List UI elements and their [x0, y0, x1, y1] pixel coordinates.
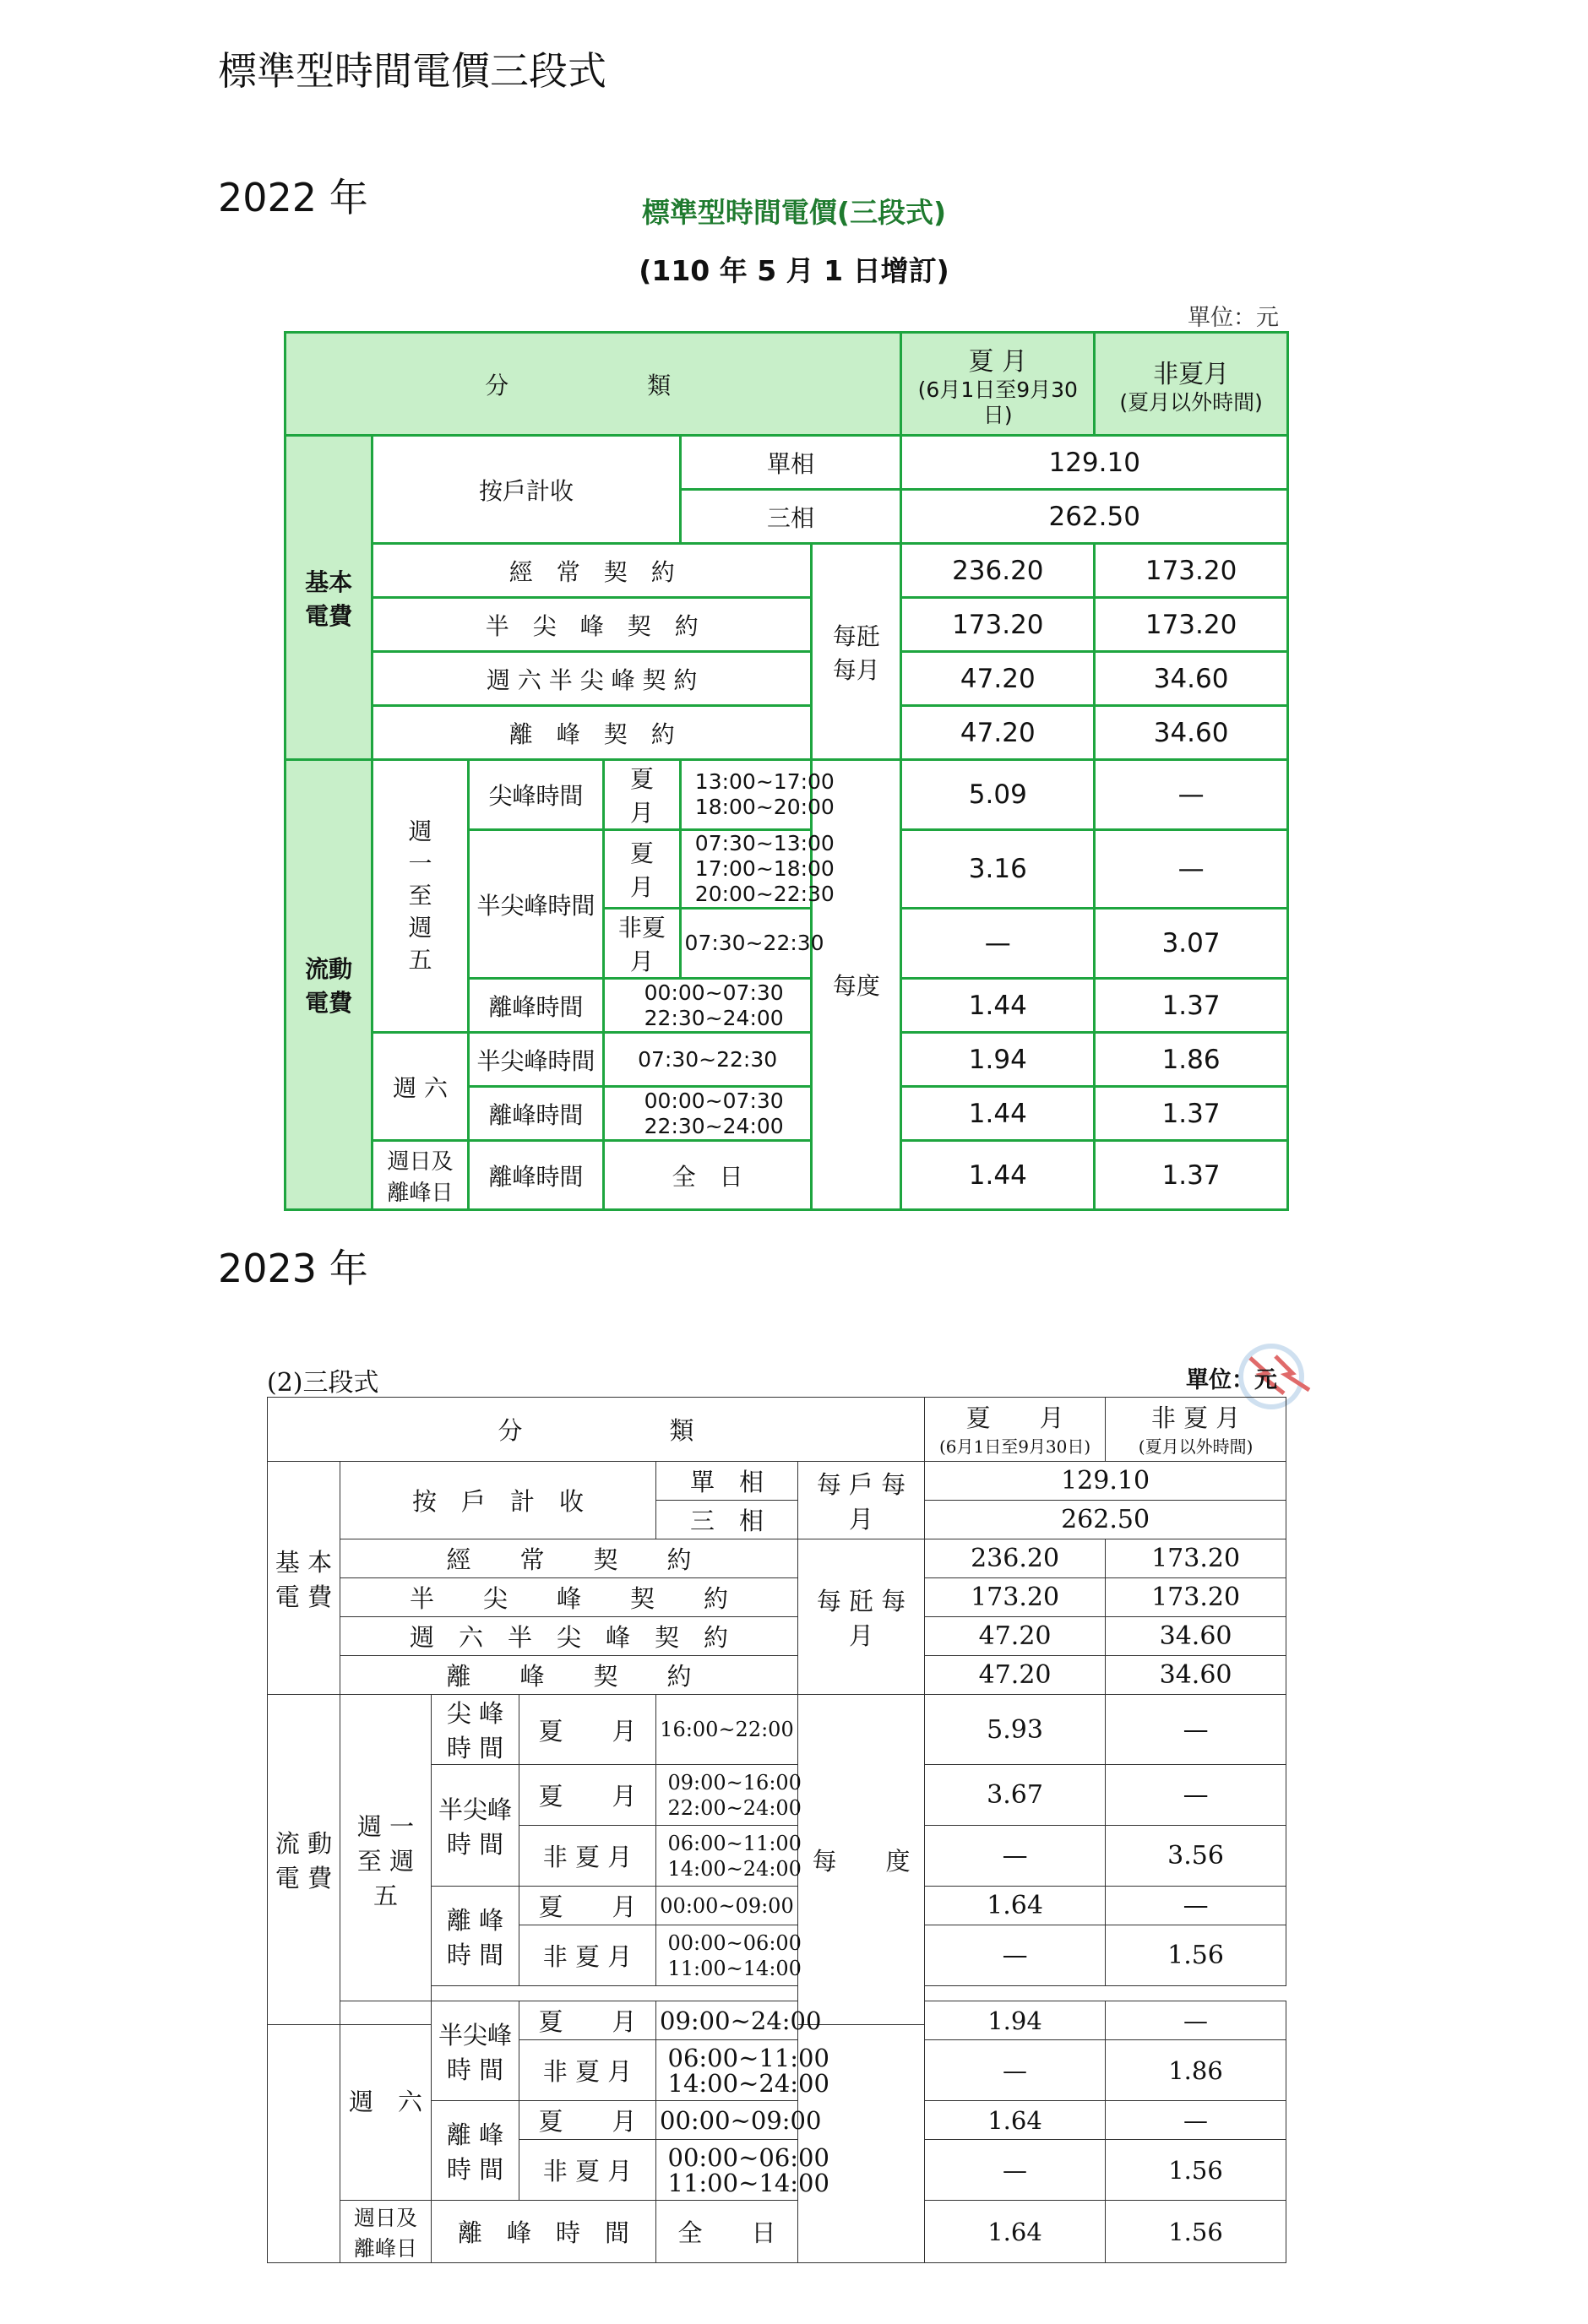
wd-semi-summer-b-2023: —	[925, 1826, 1106, 1887]
regular-summer-2023: 236.20	[925, 1539, 1106, 1578]
sat-semi-summer: 47.20	[901, 652, 1095, 706]
three-phase-label-2023: 三 相	[656, 1501, 798, 1539]
single-phase-value: 129.10	[901, 436, 1288, 490]
wd-off-summer-label-2023: 夏 月	[519, 1887, 656, 1925]
semi-summer-label: 夏 月	[604, 830, 680, 909]
sat-semi-summer-dash-2023: —	[925, 2040, 1106, 2101]
weekday-label: 週 一 至 週 五	[373, 760, 468, 1033]
three-phase-value: 262.50	[901, 490, 1288, 544]
sun-nonsummer-fee: 1.37	[1095, 1141, 1288, 1210]
sat-off-summer-fee: 1.44	[901, 1087, 1095, 1141]
sunday-label-2023: 週日及離峰日	[340, 2201, 432, 2263]
wd-semi-non-2023: 3.56	[1106, 1826, 1286, 1887]
semi-peak-contract-2023: 半 尖 峰 契 約	[340, 1578, 798, 1617]
sat-semi-nonsummer-2023: 34.60	[1106, 1617, 1286, 1656]
wd-off-summer-b-2023: —	[925, 1925, 1106, 1986]
sat-semi-time-label: 半尖峰時間	[468, 1033, 604, 1087]
sat-off-time-label: 離峰時間	[468, 1087, 604, 1141]
saturday-label-2023: 週 六	[340, 2001, 432, 2201]
sat-semi-summer-fee-2023: 1.94	[925, 2001, 1106, 2040]
sat-semi-hours: 07:30~22:30	[604, 1033, 812, 1087]
tariff-table-2022	[284, 331, 1289, 1211]
off-peak-summer: 47.20	[901, 706, 1095, 760]
table-2023-unit: 單位：元	[1186, 1367, 1277, 1393]
wd-semi-time-2023: 半尖峰 時 間	[432, 1765, 519, 1887]
per-house-month-2023: 每 戶 每 月	[798, 1462, 925, 1539]
wd-off-non-hours-2023: 00:00~06:00 11:00~14:00	[656, 1925, 798, 1986]
three-phase-value-2023: 262.50	[925, 1501, 1286, 1539]
wd-semi-nonsummer: —	[1095, 830, 1288, 909]
sat-semi-nonsummer: 34.60	[1095, 652, 1288, 706]
sat-off-summer-hours-2023: 00:00~09:00	[656, 2101, 798, 2140]
table-2022-title: 標準型時間電價(三段式)	[641, 196, 947, 229]
wd-peak-nonsummer: —	[1095, 760, 1288, 830]
wd-semi-summer-2: —	[901, 909, 1095, 979]
header-summer-2023: 夏 月 (6月1日至9月30日)	[925, 1398, 1106, 1462]
sat-semi-summer-fee: 1.94	[901, 1033, 1095, 1087]
single-phase-label: 單相	[680, 436, 901, 490]
basic-fee-label: 基本電費	[286, 436, 373, 760]
basic-fee-label-2023: 基 本 電 費	[268, 1462, 340, 1695]
sat-semi-summer-hours-2023: 09:00~24:00	[656, 2001, 798, 2040]
wd-peak-nonsummer-2023: —	[1106, 1695, 1286, 1765]
header-category-2023: 分 類	[268, 1398, 925, 1462]
wd-off-non-2023: 1.56	[1106, 1925, 1286, 1986]
saturday-label: 週 六	[373, 1033, 468, 1141]
sat-off-non-label-2023: 非 夏 月	[519, 2140, 656, 2201]
sat-off-summer-fee-2023: 1.64	[925, 2101, 1106, 2140]
semi-peak-nonsummer: 173.20	[1095, 598, 1288, 652]
wd-semi-summer-hours-2023: 09:00~16:00 22:00~24:00	[656, 1765, 798, 1826]
wd-off-time-2023: 離 峰 時 間	[432, 1887, 519, 1986]
sun-all-day-2023: 全 日	[656, 2201, 798, 2263]
semi-time-label: 半尖峰時間	[468, 830, 604, 979]
flow-fee-label: 流動電費	[286, 760, 373, 1210]
table-2023-caption: (2)三段式	[267, 1368, 379, 1398]
semi-peak-summer: 173.20	[901, 598, 1095, 652]
wd-semi-summer: 3.16	[901, 830, 1095, 909]
sun-summer-fee: 1.44	[901, 1141, 1095, 1210]
wd-semi-summer-2023: 3.67	[925, 1765, 1106, 1826]
per-kw-month-label: 每瓩每月	[812, 544, 901, 760]
tariff-table-2023-lower	[267, 2001, 1286, 2263]
sat-semi-contract-2023: 週 六 半 尖 峰 契 約	[340, 1617, 798, 1656]
sun-off-time-label: 離峰時間	[468, 1141, 604, 1210]
wd-off-nonsummer-2023: —	[1106, 1887, 1286, 1925]
wd-off-summer-hours-2023: 00:00~09:00	[656, 1887, 798, 1925]
semi-nonsummer-hours: 07:30~22:30	[680, 909, 812, 979]
header-nonsummer-2023: 非 夏 月 (夏月以外時間)	[1106, 1398, 1286, 1462]
off-time-label: 離峰時間	[468, 979, 604, 1033]
wd-peak-summer: 5.09	[901, 760, 1095, 830]
page-heading: 標準型時間電價三段式	[218, 48, 606, 94]
wd-off-non-label-2023: 非 夏 月	[519, 1925, 656, 1986]
regular-contract-2023: 經 常 契 約	[340, 1539, 798, 1578]
wd-semi-nonsummer-2: 3.07	[1095, 909, 1288, 979]
sat-off-non-hours-2023: 00:00~06:00 11:00~14:00	[656, 2140, 798, 2201]
wd-off-nonsummer: 1.37	[1095, 979, 1288, 1033]
header-nonsummer: 非夏月 (夏月以外時間)	[1095, 333, 1288, 436]
sat-off-hours: 00:00~07:30 22:30~24:00	[604, 1087, 812, 1141]
regular-nonsummer-2023: 173.20	[1106, 1539, 1286, 1578]
sat-off-time-2023: 離 峰 時 間	[432, 2101, 519, 2201]
per-kw-month-2023: 每 瓩 每 月	[798, 1539, 925, 1695]
off-peak-summer-2023: 47.20	[925, 1656, 1106, 1695]
peak-summer-label: 夏 月	[604, 760, 680, 830]
sat-semi-contract-label: 週 六 半 尖 峰 契 約	[373, 652, 812, 706]
off-peak-contract-label: 離 峰 契 約	[373, 706, 812, 760]
sat-off-non-fee-2023: 1.56	[1106, 2140, 1286, 2201]
wd-semi-summer-label-2023: 夏 月	[519, 1765, 656, 1826]
sun-nonsummer-fee-2023: 1.56	[1106, 2201, 1286, 2263]
wd-peak-summer-2023: 5.93	[925, 1695, 1106, 1765]
wd-off-summer: 1.44	[901, 979, 1095, 1033]
per-kwh-label: 每度	[812, 760, 901, 1210]
regular-nonsummer: 173.20	[1095, 544, 1288, 598]
off-peak-nonsummer-2023: 34.60	[1106, 1656, 1286, 1695]
weekday-label-2023: 週 一 至 週 五	[340, 1695, 432, 2025]
single-phase-label-2023: 單 相	[656, 1462, 798, 1501]
flow-fee-continuation	[268, 2001, 340, 2263]
year-2022-label: 2022 年	[218, 175, 368, 220]
peak-time-label: 尖峰時間	[468, 760, 604, 830]
sat-semi-non-label-2023: 非 夏 月	[519, 2040, 656, 2101]
year-2023-label: 2023 年	[218, 1246, 368, 1291]
regular-summer: 236.20	[901, 544, 1095, 598]
sat-semi-nonsummer-fee: 1.86	[1095, 1033, 1288, 1087]
sat-off-nonsummer-dash-2023: —	[1106, 2101, 1286, 2140]
three-phase-label: 三相	[680, 490, 901, 544]
off-hours: 00:00~07:30 22:30~24:00	[604, 979, 812, 1033]
peak-hours: 13:00~17:00 18:00~20:00	[680, 760, 812, 830]
per-house-label: 按戶計收	[373, 436, 680, 544]
single-phase-value-2023: 129.10	[925, 1462, 1286, 1501]
sat-semi-non-fee-2023: 1.86	[1106, 2040, 1286, 2101]
semi-peak-nonsummer-2023: 173.20	[1106, 1578, 1286, 1617]
wd-off-summer-2023: 1.64	[925, 1887, 1106, 1925]
off-peak-contract-2023: 離 峰 契 約	[340, 1656, 798, 1695]
off-peak-nonsummer: 34.60	[1095, 706, 1288, 760]
wd-semi-non-label-2023: 非 夏 月	[519, 1826, 656, 1887]
sat-semi-summer-label-2023: 夏 月	[519, 2001, 656, 2040]
semi-summer-hours: 07:30~13:00 17:00~18:00 20:00~22:30	[680, 830, 812, 909]
wd-peak-hours-2023: 16:00~22:00	[656, 1695, 798, 1765]
wd-semi-nonsummer-2023: —	[1106, 1765, 1286, 1826]
header-summer: 夏 月 (6月1日至9月30日)	[901, 333, 1095, 436]
regular-contract-label: 經 常 契 約	[373, 544, 812, 598]
wd-semi-non-hours-2023: 06:00~11:00 14:00~24:00	[656, 1826, 798, 1887]
sat-off-nonsummer-fee: 1.37	[1095, 1087, 1288, 1141]
per-house-label-2023: 按 戶 計 收	[340, 1462, 656, 1539]
header-category: 分 類	[286, 333, 901, 436]
per-kwh-2023: 每 度	[798, 1695, 925, 2025]
flow-fee-label-2023: 流 動 電 費	[268, 1695, 340, 2025]
sat-off-summer-dash-2023: —	[925, 2140, 1106, 2201]
table-2022-subtitle: (110 年 5 月 1 日增訂)	[639, 254, 949, 287]
sun-off-time-2023: 離 峰 時 間	[432, 2201, 656, 2263]
semi-nonsummer-label: 非夏月	[604, 909, 680, 979]
sat-semi-summer-2023: 47.20	[925, 1617, 1106, 1656]
sat-semi-non-hours-2023: 06:00~11:00 14:00~24:00	[656, 2040, 798, 2101]
table-2022-unit: 單位：元	[1188, 305, 1279, 331]
wd-peak-summer-label-2023: 夏 月	[519, 1695, 656, 1765]
sat-off-summer-label-2023: 夏 月	[519, 2101, 656, 2140]
sun-all-day: 全 日	[604, 1141, 812, 1210]
sun-summer-fee-2023: 1.64	[925, 2201, 1106, 2263]
tariff-table-2023	[267, 1397, 1286, 2025]
wd-peak-time-2023: 尖 峰 時 間	[432, 1695, 519, 1765]
sat-semi-time-2023: 半尖峰 時 間	[432, 2001, 519, 2101]
sunday-label: 週日及離峰日	[373, 1141, 468, 1210]
sat-semi-nonsummer-dash-2023: —	[1106, 2001, 1286, 2040]
semi-peak-contract-label: 半 尖 峰 契 約	[373, 598, 812, 652]
semi-peak-summer-2023: 173.20	[925, 1578, 1106, 1617]
